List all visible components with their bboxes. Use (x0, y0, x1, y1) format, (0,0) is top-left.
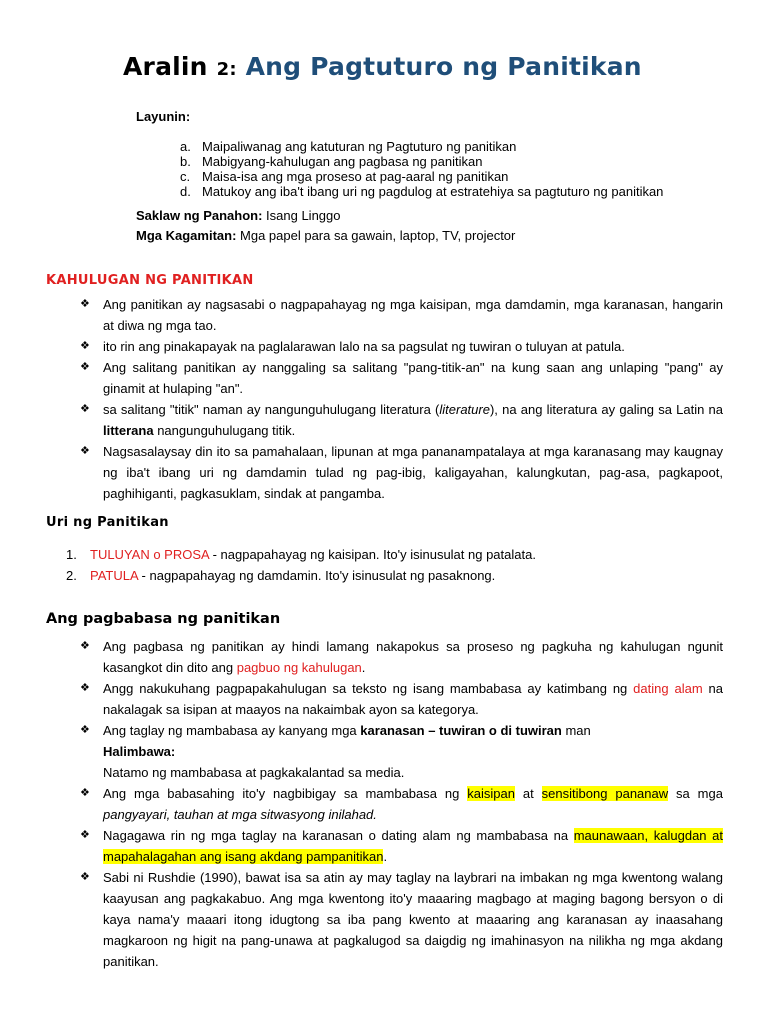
pagbabasa-heading: Ang pagbabasa ng panitikan (46, 611, 281, 627)
lesson-title: Ang Pagtuturo ng Panitikan (245, 52, 642, 81)
objective-item: d. Matukoy ang iba't ibang uri ng pagdulog at estratehiya sa pagtuturo ng panitikan (180, 184, 664, 199)
diamond-bullet-icon (80, 399, 90, 420)
diamond-bullet-icon (80, 636, 90, 657)
bullet-item: ❖ Ang taglay ng mambabasa ay kanyang mga karanasan – tuwiran o di tuwiran man Halimbawa: Natamo ng mambabasa at pagkakalantad sa media. (80, 720, 723, 783)
saklaw-row: Saklaw ng Panahon: Isang Linggo (136, 208, 341, 223)
bullet-item: ❖ Sabi ni Rushdie (1990), bawat isa sa atin ay may taglay na laybrari na imbakan ng mga kwentong walang kaayusan ang pagkakabuo. Ang mga kwentong ito'y maaaring magbago at maging bagong bersyon o di kaya nama'y maaari itong idugtong sa iba pang kwento at maaaring ang karanasan ay inaasahang magkaroon ng higit na pang-unawa at pagkalugod sa daigdig ng imahinasyon na nilikha ng mga akdang panitikan. (80, 867, 723, 972)
bullet-item: ❖ Ang mga babasahing ito'y nagbibigay sa mambabasa ng kaisipan at sensitibong pananaw sa mga pangyayari, tauhan at mga sitwasyong inilahad. (80, 783, 723, 825)
objective-item: a. Maipaliwanag ang katuturan ng Pagtuturo ng panitikan (180, 139, 517, 154)
diamond-bullet-icon (80, 783, 90, 804)
bullet-item: ❖ Nagsasalaysay din ito sa pamahalaan, lipunan at mga pananampatalaya at mga karanasang may kaugnay ng iba't ibang uri ng damdamin tulad ng pag-ibig, kaligayahan, kalungkutan, pag-asa, pagkapoot, paghihiganti, pagkasuklam, sindak at pangamba. (80, 441, 723, 504)
objective-item: c. Maisa-isa ang mga proseso at pag-aaral ng panitikan (180, 169, 509, 184)
diamond-bullet-icon (80, 867, 90, 888)
bullet-item: ❖ Ang pagbasa ng panitikan ay hindi lamang nakapokus sa proseso ng pagkuha ng kahulugan ngunit kasangkot din dito ang pagbuo ng kahulugan. (80, 636, 723, 678)
kahulugan-bullets (80, 294, 723, 504)
bullet-item: ❖ ito rin ang pinakapayak na paglalarawan lalo na sa pagsulat ng tuwiran o tuluyan at patula. (80, 336, 723, 357)
pagbabasa-bullets (80, 636, 723, 972)
kahulugan-heading: KAHULUGAN NG PANITIKAN (46, 273, 254, 288)
bullet-item: ❖ Ang salitang panitikan ay nanggaling sa salitang "pang-titik-an" na kung saan ang unlaping "pang" ay ginamit at hulaping "an". (80, 357, 723, 399)
diamond-bullet-icon (80, 720, 90, 741)
layunin-label: Layunin: (136, 109, 191, 124)
uri-item: 2. PATULA - nagpapahayag ng damdamin. Ito'y isinusulat ng pasaknong. (66, 568, 496, 583)
page-title: Aralin 2: Ang Pagtuturo ng Panitikan (123, 52, 642, 81)
diamond-bullet-icon (80, 678, 90, 699)
kagamitan-row: Mga Kagamitan: Mga papel para sa gawain, laptop, TV, projector (136, 228, 516, 243)
diamond-bullet-icon (80, 294, 90, 315)
diamond-bullet-icon (80, 357, 90, 378)
halimbawa-label: Halimbawa: (103, 744, 176, 759)
diamond-bullet-icon (80, 336, 90, 357)
objectives-list (180, 139, 663, 199)
bullet-item: ❖ sa salitang "titik" naman ay nangunguhulugang literatura (literature), na ang literatura ay galing sa Latin na litterana nangunguhulugang titik. (80, 399, 723, 441)
bullet-item: ❖ Angg nakukuhang pagpapakahulugan sa teksto ng isang mambabasa ay katimbang ng dating alam na nakalagak sa isipan at maayos na nakaimbak ayon sa kategorya. (80, 678, 723, 720)
objective-item: b. Mabigyang-kahulugan ang pagbasa ng panitikan (180, 154, 483, 169)
bullet-item: ❖ Nagagawa rin ng mga taglay na karanasan o dating alam ng mambabasa na maunawaan, kalugdan at mapahalagahan ang isang akdang pampanitikan. (80, 825, 723, 867)
lesson-number: 2: (216, 59, 237, 80)
uri-heading: Uri ng Panitikan (46, 515, 169, 530)
bullet-item: ❖ Ang panitikan ay nagsasabi o nagpapahayag ng mga kaisipan, mga damdamin, mga karanasan, hangarin at diwa ng mga tao. (80, 294, 723, 336)
diamond-bullet-icon (80, 441, 90, 462)
diamond-bullet-icon (80, 825, 90, 846)
uri-item: 1. TULUYAN o PROSA - nagpapahayag ng kaisipan. Ito'y isinusulat ng patalata. (66, 547, 536, 562)
